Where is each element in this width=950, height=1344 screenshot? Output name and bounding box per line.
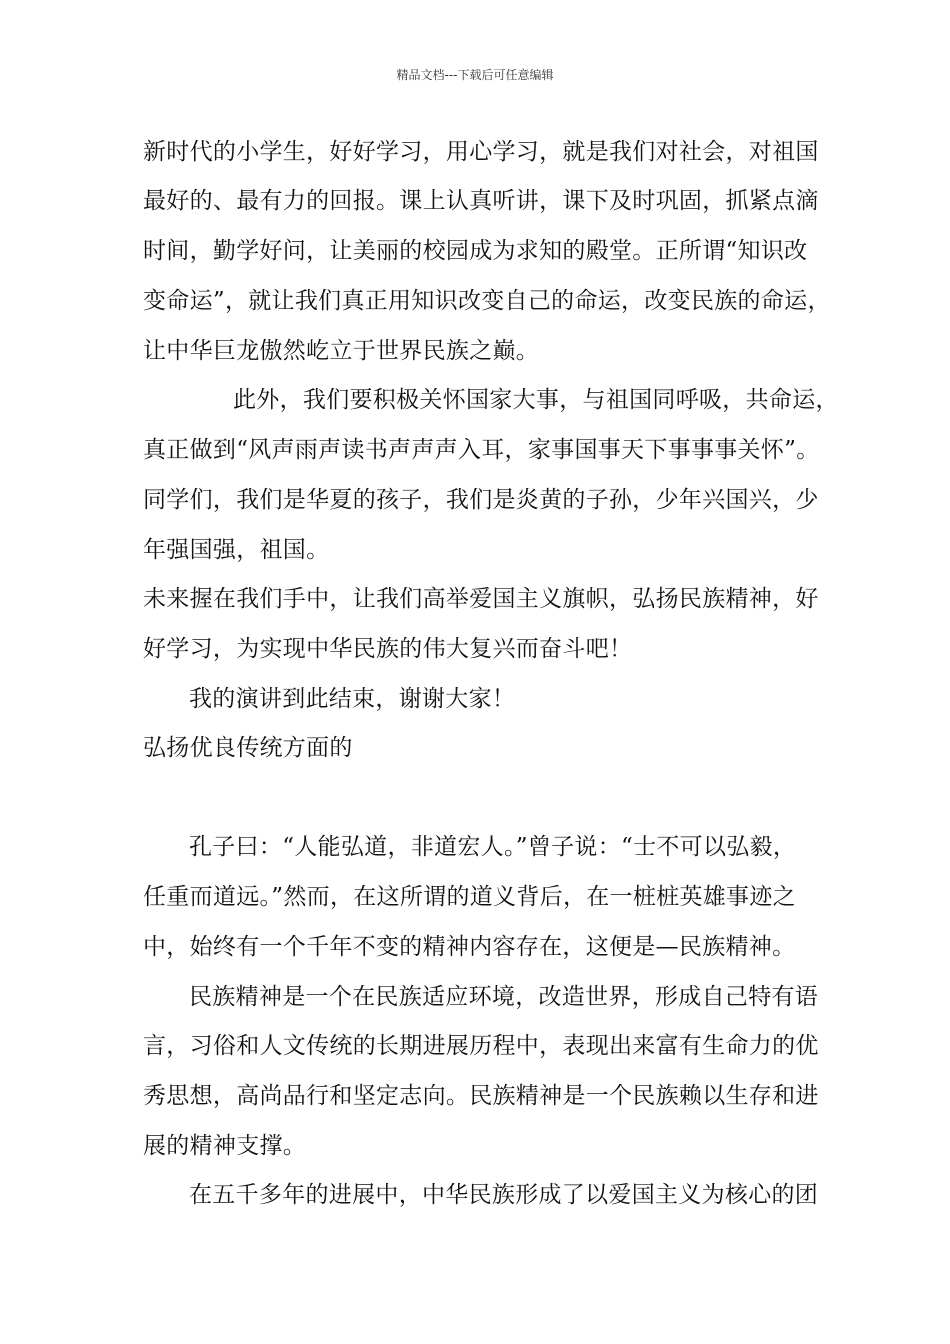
body-line: 在五千多年的进展中，中华民族形成了以爱国主义为核心的团 <box>189 1182 819 1208</box>
body-line: 真正做到“风声雨声读书声声声入耳，家事国事天下事事事关怀”。 <box>143 437 820 463</box>
body-line: 任重而道远。”然而，在这所谓的道义背后，在一桩桩英雄事迹之 <box>143 884 796 910</box>
body-line: 新时代的小学生，好好学习，用心学习，就是我们对社会，对祖国 <box>143 139 819 165</box>
body-line: 民族精神是一个在民族适应环境，改造世界，形成自己特有语 <box>189 984 819 1010</box>
body-line: 秀思想，高尚品行和坚定志向。民族精神是一个民族赖以生存和进 <box>143 1083 819 1109</box>
body-line: 好学习，为实现中华民族的伟大复兴而奋斗吧！ <box>143 636 633 662</box>
body-line: 变命运”，就让我们真正用知识改变自己的命运，改变民族的命运， <box>143 288 831 314</box>
body-line: 孔子曰：“人能弘道，非道宏人。”曾子说：“士不可以弘毅， <box>189 834 797 860</box>
body-line: 时间，勤学好问，让美丽的校园成为求知的殿堂。正所谓“知识改 <box>143 238 808 264</box>
body-line: 让中华巨龙傲然屹立于世界民族之巅。 <box>143 338 540 364</box>
body-line: 此外，我们要积极关怀国家大事，与祖国同呼吸，共命运， <box>233 387 839 413</box>
body-line: 展的精神支撑。 <box>143 1133 307 1159</box>
body-line: 中，始终有一个千年不变的精神内容存在，这便是—民族精神。 <box>143 934 796 960</box>
body-line: 同学们，我们是华夏的孩子，我们是炎黄的子孙，少年兴国兴，少 <box>143 487 819 513</box>
page-header: 精品文档---下载后可任意编辑 <box>396 68 554 82</box>
body-line: 言，习俗和人文传统的长期进展历程中，表现出来富有生命力的优 <box>143 1033 819 1059</box>
body-line: 我的演讲到此结束，谢谢大家！ <box>189 686 516 712</box>
body-line: 最好的、最有力的回报。课上认真听讲，课下及时巩固，抓紧点滴 <box>143 188 819 214</box>
section-heading: 弘扬优良传统方面的 <box>143 735 353 761</box>
body-line: 年强国强，祖国。 <box>143 537 330 563</box>
body-line: 未来握在我们手中，让我们高举爱国主义旗帜，弘扬民族精神，好 <box>143 586 819 612</box>
